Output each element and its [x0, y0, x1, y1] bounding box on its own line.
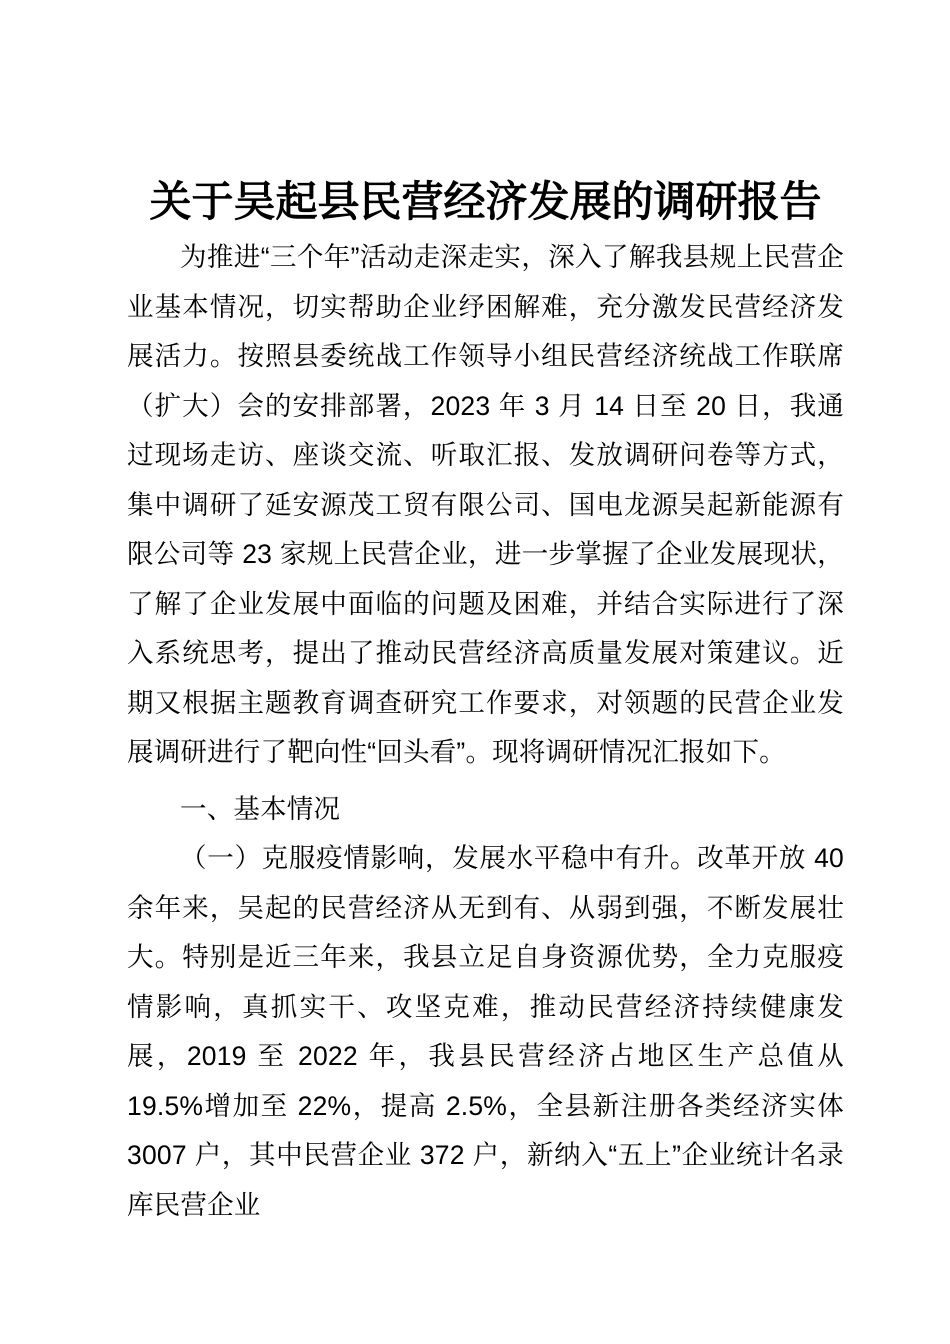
section-heading-basic-situation: 一、基本情况	[180, 793, 341, 824]
document-title: 关于吴起县民营经济发展的调研报告	[149, 180, 822, 226]
paragraph-section-one: （一）克服疫情影响，发展水平稳中有升。改革开放 40 余年来，吴起的民营经济从无到有、从弱到强，不断发展壮大。特别是近三年来，我县立足自身资源优势，全力克服疫情影响，真抓实干、攻坚克难，推动民营经济持续健康发展，2019 至 2022 年，我县民营经济占地区生产总值从 19.5%增加至 22%，提高 2.5%，全县新注册各类经济实体 3007 户，其中民营企业 372 户，新纳入“五上”企业统计名录库民营企业	[127, 843, 844, 1220]
paragraph-intro: 为推进“三个年”活动走深走实，深入了解我县规上民营企业基本情况，切实帮助企业纾困解难，充分激发民营经济发展活力。按照县委统战工作领导小组民营经济统战工作联席（扩大）会的安排部署，2023 年 3 月 14 日至 20 日，我通过现场走访、座谈交流、听取汇报、发放调研问卷等方式，集中调研了延安源茂工贸有限公司、国电龙源吴起新能源有限公司等 23 家规上民营企业，进一步掌握了企业发展现状，了解了企业发展中面临的问题及困难，并结合实际进行了深入系统思考，提出了推动民营经济高质量发展对策建议。近期又根据主题教育调查研究工作要求，对领题的民营企业发展调研进行了靶向性“回头看”。现将调研情况汇报如下。	[127, 242, 844, 767]
